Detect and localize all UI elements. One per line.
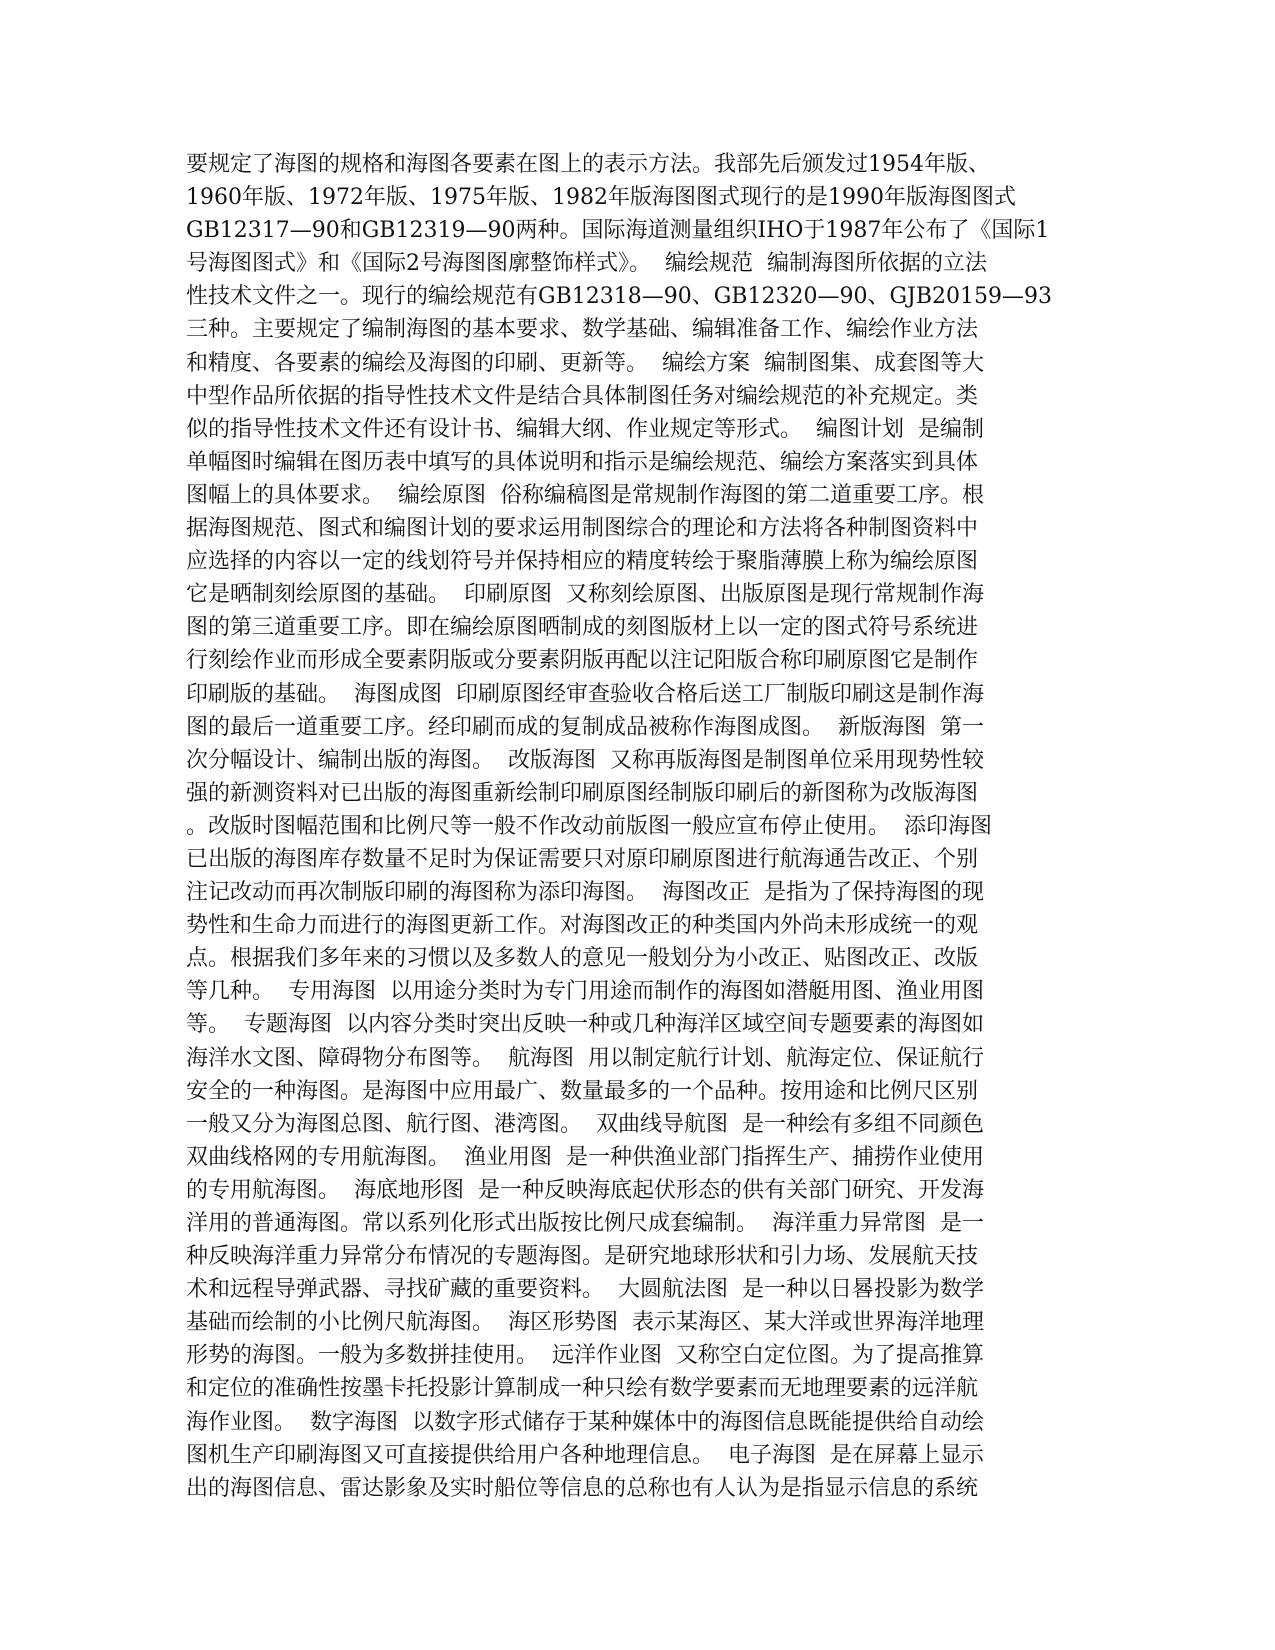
text-line: 它是晒制刻绘原图的基础。 印刷原图 又称刻绘原图、出版原图是现行常规制作海 bbox=[186, 582, 984, 608]
text-line: 洋用的普通海图。常以系列化形式出版按比例尺成套编制。 海洋重力异常图 是一 bbox=[186, 1211, 984, 1236]
body-text bbox=[186, 148, 1086, 1505]
text-line: 图的第三道重要工序。即在编绘原图晒制成的刻图版材上以一定的图式符号系统进 bbox=[186, 615, 979, 641]
text-line: 应选择的内容以一定的线划符号并保持相应的精度转绘于聚脂薄膜上称为编绘原图 bbox=[186, 549, 979, 575]
text-line: 要规定了海图的规格和海图各要素在图上的表示方法。我部先后颁发过1954年版、 bbox=[186, 152, 990, 177]
text-line: 据海图规范、图式和编图计划的要求运用制图综合的理论和方法将各种制图资料中 bbox=[186, 516, 979, 542]
text-line: 性技术文件之一。现行的编绘规范有GB12318—90、GB12320—90、GJB20159—93 bbox=[186, 284, 1052, 310]
text-line: 势性和生命力而进行的海图更新工作。对海图改正的种类国内外尚未形成统一的观 bbox=[186, 913, 979, 939]
text-line: 号海图图式》和《国际2号海图图廓整饰样式》。 编绘规范 编制海图所依据的立法 bbox=[186, 251, 987, 277]
text-line: 海洋水文图、障碍物分布图等。 航海图 用以制定航行计划、航海定位、保证航行 bbox=[186, 1045, 984, 1071]
text-line: 等。 专题海图 以内容分类时突出反映一种或几种海洋区域空间专题要素的海图如 bbox=[186, 1012, 984, 1038]
text-line: 和精度、各要素的编绘及海图的印刷、更新等。 编绘方案 编制图集、成套图等大 bbox=[186, 350, 984, 376]
text-line: 次分幅设计、编制出版的海图。 改版海图 又称再版海图是制图单位采用现势性较 bbox=[186, 747, 984, 773]
text-line: 三种。主要规定了编制海图的基本要求、数学基础、编辑准备工作、编绘作业方法 bbox=[186, 317, 979, 343]
text-line: 行刻绘作业而形成全要素阴版或分要素阴版再配以注记阳版合称印刷原图它是制作 bbox=[186, 648, 979, 674]
text-line: 单幅图时编辑在图历表中填写的具体说明和指示是编绘规范、编绘方案落实到具体 bbox=[186, 449, 979, 475]
text-line: 图幅上的具体要求。 编绘原图 俗称编稿图是常规制作海图的第二道重要工序。根 bbox=[186, 482, 984, 508]
text-line: 术和远程导弹武器、寻找矿藏的重要资料。 大圆航法图 是一种以日晷投影为数学 bbox=[186, 1277, 984, 1303]
text-line: 点。根据我们多年来的习惯以及多数人的意见一般划分为小改正、贴图改正、改版 bbox=[186, 946, 979, 972]
text-line: 安全的一种海图。是海图中应用最广、数量最多的一个品种。按用途和比例尺区别 bbox=[186, 1078, 979, 1104]
text-line: GB12317—90和GB12319—90两种。国际海道测量组织IHO于1987年公布了《国际1 bbox=[186, 218, 1050, 244]
text-line: 一般又分为海图总图、航行图、港湾图。 双曲线导航图 是一种绘有多组不同颜色 bbox=[186, 1111, 984, 1137]
text-line: 种反映海洋重力异常分布情况的专题海图。是研究地球形状和引力场、发展航天技 bbox=[186, 1244, 979, 1270]
text-line: 。改版时图幅范围和比例尺等一般不作改动前版图一般应宣布停止使用。 添印海图 bbox=[186, 813, 992, 839]
text-line: 和定位的准确性按墨卡托投影计算制成一种只绘有数学要素而无地理要素的远洋航 bbox=[186, 1376, 979, 1402]
text-line: 注记改动而再次制版印刷的海图称为添印海图。 海图改正 是指为了保持海图的现 bbox=[186, 880, 984, 906]
text-line: 出的海图信息、雷达影象及实时船位等信息的总称也有人认为是指显示信息的系统 bbox=[186, 1475, 979, 1501]
text-line: 海作业图。 数字海图 以数字形式储存于某种媒体中的海图信息既能提供给自动绘 bbox=[186, 1409, 984, 1435]
text-line: 强的新测资料对已出版的海图重新绘制印刷原图经制版印刷后的新图称为改版海图 bbox=[186, 780, 979, 806]
text-line: 似的指导性技术文件还有设计书、编辑大纲、作业规定等形式。 编图计划 是编制 bbox=[186, 416, 984, 442]
text-line: 双曲线格网的专用航海图。 渔业用图 是一种供渔业部门指挥生产、捕捞作业使用 bbox=[186, 1144, 984, 1170]
text-line: 图机生产印刷海图又可直接提供给用户各种地理信息。 电子海图 是在屏幕上显示 bbox=[186, 1442, 984, 1468]
text-line: 印刷版的基础。 海图成图 印刷原图经审查验收合格后送工厂制版印刷这是制作海 bbox=[186, 681, 984, 707]
text-line: 图的最后一道重要工序。经印刷而成的复制成品被称作海图成图。 新版海图 第一 bbox=[186, 714, 984, 740]
text-line: 1960年版、1972年版、1975年版、1982年版海图图式现行的是1990年版海图图式 bbox=[186, 185, 1016, 211]
text-line: 基础而绘制的小比例尺航海图。 海区形势图 表示某海区、某大洋或世界海洋地理 bbox=[186, 1310, 984, 1336]
text-line: 形势的海图。一般为多数拼挂使用。 远洋作业图 又称空白定位图。为了提高推算 bbox=[186, 1343, 984, 1369]
text-line: 等几种。 专用海图 以用途分类时为专门用途而制作的海图如潜艇用图、渔业用图 bbox=[186, 979, 984, 1005]
text-line: 中型作品所依据的指导性技术文件是结合具体制图任务对编绘规范的补充规定。类 bbox=[186, 383, 979, 409]
text-line: 的专用航海图。 海底地形图 是一种反映海底起伏形态的供有关部门研究、开发海 bbox=[186, 1177, 984, 1203]
text-line: 已出版的海图库存数量不足时为保证需要只对原印刷原图进行航海通告改正、个别 bbox=[186, 846, 979, 872]
